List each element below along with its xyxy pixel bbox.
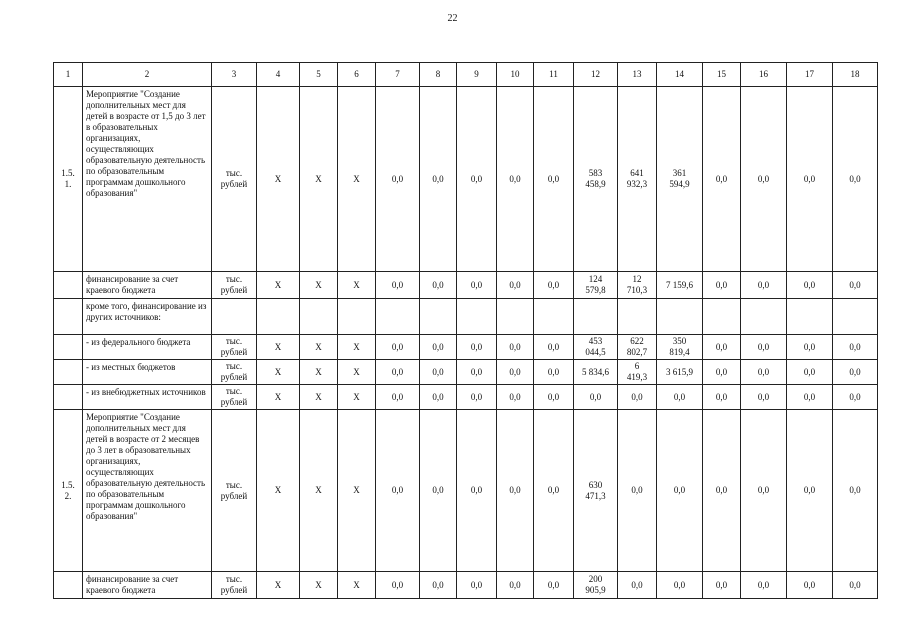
table-cell: 0,0 <box>787 572 833 599</box>
table-cell: 0,0 <box>497 272 534 299</box>
table-cell <box>212 299 257 335</box>
table-cell: 0,0 <box>703 410 741 572</box>
table-row <box>54 360 878 385</box>
table-cell: Х <box>300 385 338 410</box>
row-number <box>54 272 83 299</box>
table-cell: Х <box>257 87 300 272</box>
table-cell <box>741 299 787 335</box>
table-cell: тыс. рублей <box>212 87 257 272</box>
table-cell: 0,0 <box>618 410 657 572</box>
table-cell: Х <box>300 360 338 385</box>
row-number <box>54 360 83 385</box>
column-header: 6 <box>338 63 376 87</box>
budget-table <box>53 62 878 599</box>
table-cell <box>338 299 376 335</box>
table-cell: 0,0 <box>457 572 497 599</box>
table-cell: 453 044,5 <box>574 335 618 360</box>
table-cell <box>300 299 338 335</box>
table-cell: 0,0 <box>833 385 878 410</box>
row-description: финансирование за счет краевого бюджета <box>83 572 212 599</box>
table-cell: 0,0 <box>741 385 787 410</box>
table-cell: 124 579,8 <box>574 272 618 299</box>
row-number: 1.5. 1. <box>54 87 83 272</box>
column-header: 14 <box>657 63 703 87</box>
table-cell: 5 834,6 <box>574 360 618 385</box>
table-cell: 0,0 <box>787 87 833 272</box>
table-cell: 0,0 <box>457 87 497 272</box>
table-cell: Х <box>257 385 300 410</box>
row-description: Мероприятие "Создание дополнительных мест для детей в возрасте от 1,5 до 3 лет в образовательных организациях, осуществляющих образовательную деятельность по образовательным программам дошкольного образования" <box>83 87 212 272</box>
table-cell: 0,0 <box>703 572 741 599</box>
table-cell: 0,0 <box>457 360 497 385</box>
table-cell: 12 710,3 <box>618 272 657 299</box>
table-cell: 0,0 <box>497 410 534 572</box>
table-cell: 0,0 <box>497 335 534 360</box>
table-cell: 0,0 <box>420 272 457 299</box>
table-cell: Х <box>300 272 338 299</box>
table-cell: 0,0 <box>741 572 787 599</box>
table-cell: 0,0 <box>703 335 741 360</box>
table-cell: 361 594,9 <box>657 87 703 272</box>
table-cell: 0,0 <box>657 385 703 410</box>
table-cell: Х <box>257 572 300 599</box>
row-number <box>54 335 83 360</box>
column-header: 12 <box>574 63 618 87</box>
table-cell: 0,0 <box>534 335 574 360</box>
table-cell: 0,0 <box>741 87 787 272</box>
row-description: - из федерального бюджета <box>83 335 212 360</box>
table-cell: 0,0 <box>787 360 833 385</box>
table-cell: Х <box>300 87 338 272</box>
table-cell: 0,0 <box>497 385 534 410</box>
table-row <box>54 335 878 360</box>
column-header: 13 <box>618 63 657 87</box>
table-cell: 200 905,9 <box>574 572 618 599</box>
column-header: 2 <box>83 63 212 87</box>
table-cell: 0,0 <box>420 87 457 272</box>
table-cell: Х <box>338 385 376 410</box>
table-cell: 0,0 <box>457 335 497 360</box>
column-header: 11 <box>534 63 574 87</box>
table-cell: 3 615,9 <box>657 360 703 385</box>
row-number <box>54 572 83 599</box>
row-description: - из внебюджетных источников <box>83 385 212 410</box>
table-cell: 0,0 <box>741 410 787 572</box>
table-cell: 0,0 <box>457 272 497 299</box>
table-cell: 0,0 <box>534 385 574 410</box>
table-cell: 0,0 <box>787 272 833 299</box>
table-cell: 0,0 <box>376 410 420 572</box>
table-cell <box>534 299 574 335</box>
table-cell: 0,0 <box>534 410 574 572</box>
table-cell: 0,0 <box>534 272 574 299</box>
column-header: 16 <box>741 63 787 87</box>
table-cell: Х <box>300 335 338 360</box>
table-cell: 0,0 <box>534 572 574 599</box>
table-cell: 0,0 <box>703 385 741 410</box>
column-header: 8 <box>420 63 457 87</box>
row-number <box>54 385 83 410</box>
table-cell <box>833 299 878 335</box>
table-cell: Х <box>300 572 338 599</box>
table-cell <box>787 299 833 335</box>
table-cell: 630 471,3 <box>574 410 618 572</box>
table-cell: 641 932,3 <box>618 87 657 272</box>
table-cell <box>618 299 657 335</box>
table-cell: 0,0 <box>741 335 787 360</box>
table-cell: 0,0 <box>657 410 703 572</box>
row-description: кроме того, финансирование из других источников: <box>83 299 212 335</box>
table-row <box>54 299 878 335</box>
table-cell: Х <box>338 335 376 360</box>
table-cell: тыс. рублей <box>212 360 257 385</box>
table-cell: Х <box>257 272 300 299</box>
table-cell: Х <box>257 335 300 360</box>
table-cell <box>420 299 457 335</box>
table-cell: 583 458,9 <box>574 87 618 272</box>
table-cell: 7 159,6 <box>657 272 703 299</box>
page-number: 22 <box>447 13 458 24</box>
table-cell: Х <box>338 360 376 385</box>
table-cell: Х <box>338 87 376 272</box>
table-cell: 0,0 <box>703 272 741 299</box>
column-header: 3 <box>212 63 257 87</box>
table-row <box>54 410 878 572</box>
table-cell: 622 802,7 <box>618 335 657 360</box>
table-cell <box>574 299 618 335</box>
table-cell: Х <box>300 410 338 572</box>
table-cell: 0,0 <box>497 87 534 272</box>
table-cell: 0,0 <box>376 335 420 360</box>
table-cell: 0,0 <box>833 410 878 572</box>
table-cell: 0,0 <box>420 572 457 599</box>
table-cell: 0,0 <box>420 360 457 385</box>
table-cell: 0,0 <box>497 572 534 599</box>
table-cell: 0,0 <box>618 572 657 599</box>
column-header: 17 <box>787 63 833 87</box>
table-cell: 0,0 <box>833 335 878 360</box>
table-cell: тыс. рублей <box>212 335 257 360</box>
row-number: 1.5. 2. <box>54 410 83 572</box>
table-cell: 0,0 <box>497 360 534 385</box>
column-header: 1 <box>54 63 83 87</box>
column-header: 4 <box>257 63 300 87</box>
table-cell: 6 419,3 <box>618 360 657 385</box>
table-cell: Х <box>338 410 376 572</box>
table-cell: Х <box>257 360 300 385</box>
table-cell: 0,0 <box>833 87 878 272</box>
column-header: 7 <box>376 63 420 87</box>
table-cell: 0,0 <box>741 360 787 385</box>
table-cell: 0,0 <box>376 360 420 385</box>
table-cell: 350 819,4 <box>657 335 703 360</box>
table-cell: 0,0 <box>574 385 618 410</box>
table-cell: Х <box>338 272 376 299</box>
table-cell: 0,0 <box>534 360 574 385</box>
row-description: - из местных бюджетов <box>83 360 212 385</box>
table-cell: тыс. рублей <box>212 272 257 299</box>
table-cell <box>703 299 741 335</box>
table-cell: 0,0 <box>833 572 878 599</box>
column-header: 15 <box>703 63 741 87</box>
column-header: 10 <box>497 63 534 87</box>
table-cell: 0,0 <box>703 87 741 272</box>
table-cell: 0,0 <box>376 87 420 272</box>
table-cell: 0,0 <box>457 410 497 572</box>
table-cell: 0,0 <box>787 385 833 410</box>
table-cell: Х <box>338 572 376 599</box>
table-cell: 0,0 <box>833 272 878 299</box>
table-cell: тыс. рублей <box>212 410 257 572</box>
table-row <box>54 87 878 272</box>
table-cell: тыс. рублей <box>212 572 257 599</box>
table-cell <box>457 299 497 335</box>
table-cell: 0,0 <box>376 385 420 410</box>
table-cell: Х <box>257 410 300 572</box>
table-cell <box>257 299 300 335</box>
table-row <box>54 385 878 410</box>
row-description: финансирование за счет краевого бюджета <box>83 272 212 299</box>
table-cell: 0,0 <box>787 335 833 360</box>
table-cell: 0,0 <box>703 360 741 385</box>
table-cell: 0,0 <box>741 272 787 299</box>
table-cell: 0,0 <box>833 360 878 385</box>
row-number <box>54 299 83 335</box>
column-header: 18 <box>833 63 878 87</box>
table-cell <box>657 299 703 335</box>
table-cell: 0,0 <box>618 385 657 410</box>
table-cell: 0,0 <box>457 385 497 410</box>
table-cell: 0,0 <box>376 272 420 299</box>
table-row <box>54 572 878 599</box>
row-description: Мероприятие "Создание дополнительных мест для детей в возрасте от 2 месяцев до 3 лет в образовательных организациях, осуществляющих образовательную деятельность по образовательным программам дошкольного образования" <box>83 410 212 572</box>
column-header: 9 <box>457 63 497 87</box>
table-cell: 0,0 <box>376 572 420 599</box>
table-cell: 0,0 <box>420 410 457 572</box>
table-cell: 0,0 <box>534 87 574 272</box>
table-row <box>54 272 878 299</box>
column-header: 5 <box>300 63 338 87</box>
table-cell: 0,0 <box>657 572 703 599</box>
table-cell: 0,0 <box>787 410 833 572</box>
table-cell: тыс. рублей <box>212 385 257 410</box>
table-cell: 0,0 <box>420 385 457 410</box>
table-header-row <box>54 63 878 87</box>
table-cell <box>497 299 534 335</box>
table-cell <box>376 299 420 335</box>
table-cell: 0,0 <box>420 335 457 360</box>
